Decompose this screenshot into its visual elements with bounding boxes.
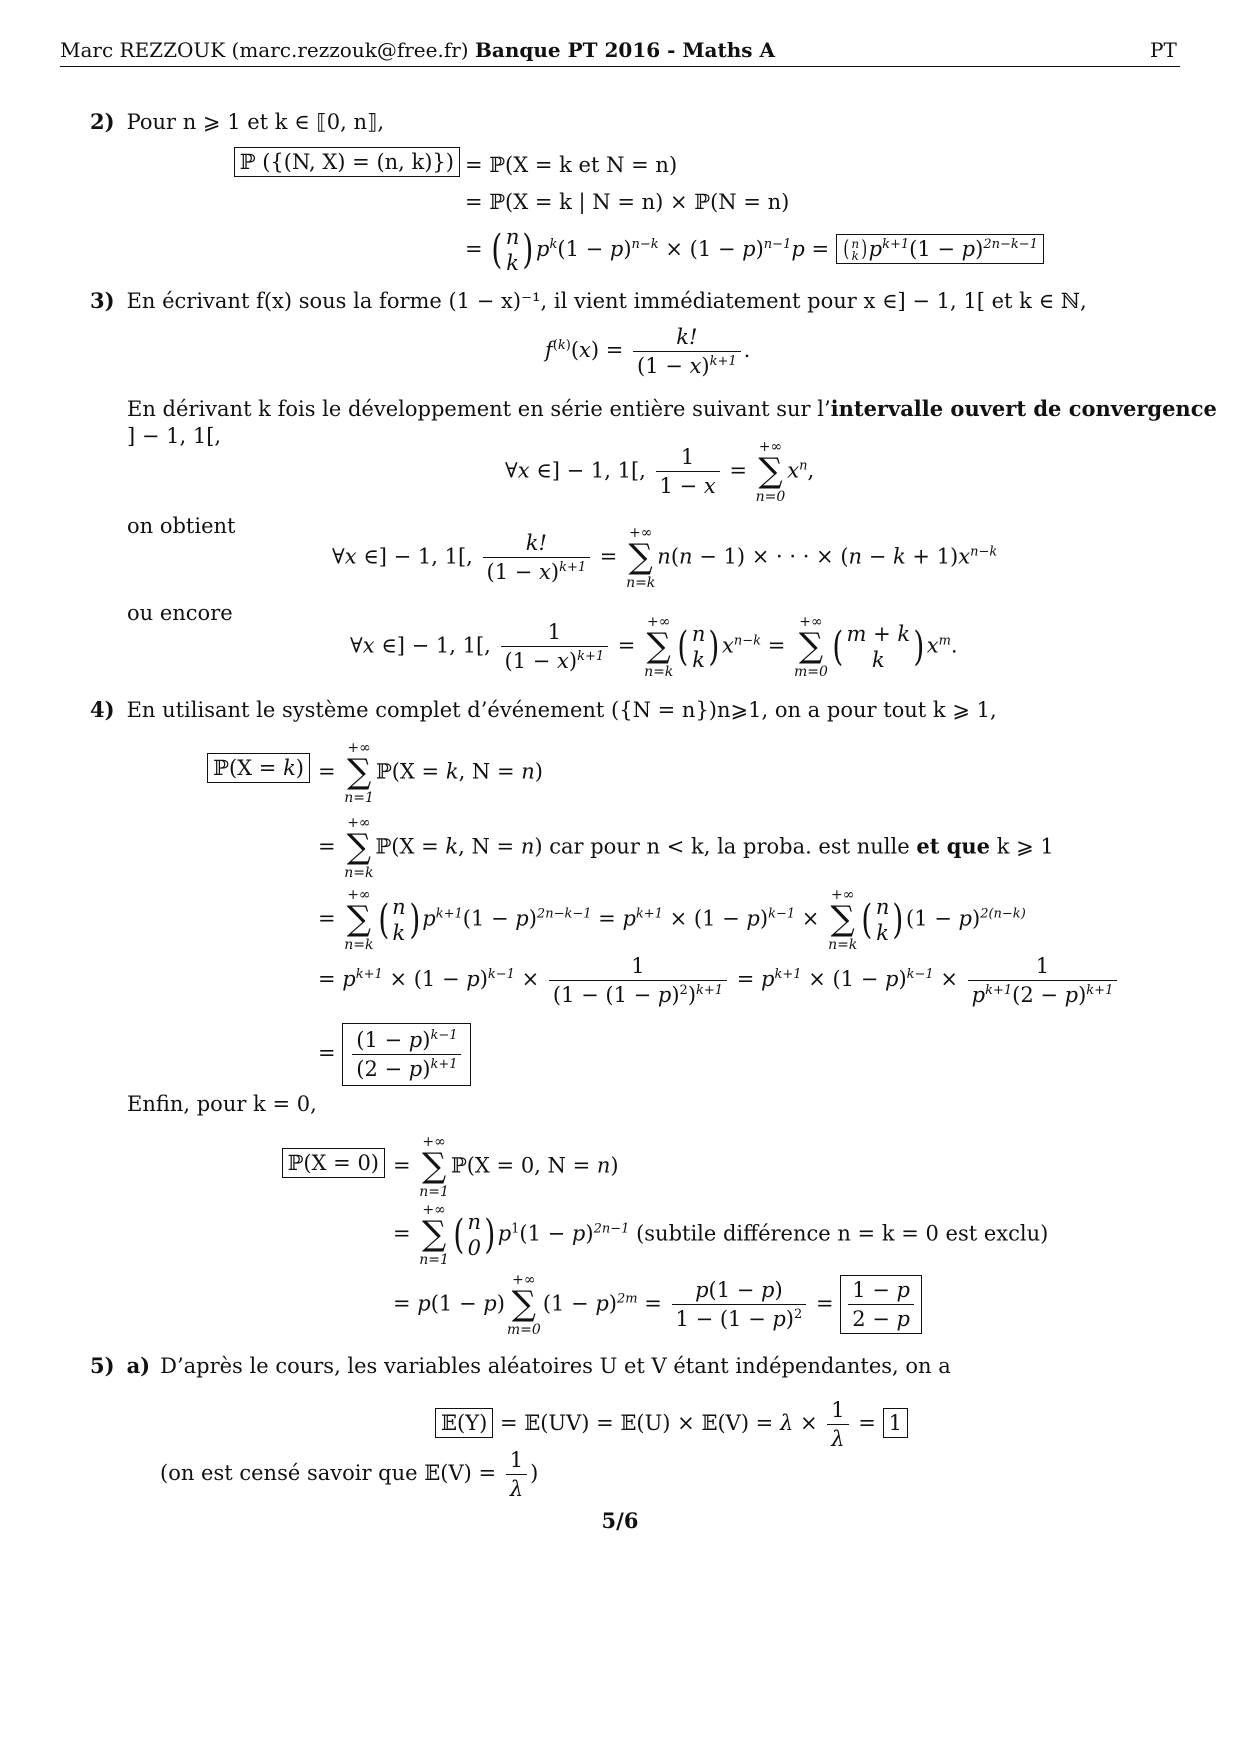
q4-k0-line2: = +∞ ∑ n=1 ( n 0 ) $p^1(1 - p)^{2n-1}$ (subtile différence n = k = 0 est exclu)	[393, 1202, 1049, 1268]
q4-k0-line1: = +∞ ∑ n=1 ℙ(X = 0, N = n)	[393, 1134, 619, 1200]
q3-geometric-series: ∀x ∈] − 1, 1[, $\frac{1}{1 - x}$ = +∞ ∑ n=0 $x^n$,	[505, 439, 815, 505]
q3-intro: 3) En écrivant f(x) sous la forme (1 − x)⁻¹, il vient immédiatement pour x ∈] − 1, 1[ et k ∈ ℕ,	[90, 288, 1087, 313]
header-rule	[60, 66, 1180, 67]
q2-number: 2)	[90, 109, 115, 134]
q2-line2: = ℙ(X = k | N = n) × ℙ(N = n)	[465, 190, 790, 214]
class-label: PT	[1150, 38, 1177, 62]
q4-k0-line3: = p(1 − p) +∞ ∑ m=0 $(1 - p)^{2m}$ = $\frac{p(1 - p)}{1 - (1 - p)^2}$ = $\frac{1 - p}{2 - p}$	[393, 1273, 922, 1337]
q2-result-box: ( n k ) $p^{k+1}(1 - p)^{2n-k-1}$	[836, 234, 1044, 264]
q2-boxed-lhs: ℙ ({(N, X) = (n, k)})	[234, 150, 460, 174]
document-title: Banque PT 2016 - Maths A	[475, 38, 776, 62]
q4-line2: = +∞ ∑ n=k ℙ(X = k, N = n) car pour n < k, la proba. est nulle et que k ⩾ 1	[318, 815, 1054, 881]
q3-on-obtient: on obtient	[127, 514, 236, 538]
q3-binomial-series: ∀x ∈] − 1, 1[, $\frac{1}{(1 - x)^{k+1}}$ = +∞ ∑ n=k ( n k ) $x^{n-k}$ = +∞ ∑ m=0 ( m + k k ) $x^m$.	[350, 614, 958, 680]
q3-number: 3)	[90, 288, 115, 313]
q2-text: Pour n ⩾ 1 et k ∈ ⟦0, n⟧,	[126, 110, 385, 134]
q3-derivation-text: En dérivant k fois le développement en série entière suivant sur l’intervalle ouvert de convergence	[127, 396, 1217, 421]
q2-intro	[90, 109, 384, 134]
q5-note: (on est censé savoir que 𝔼(V) = $\frac{1}{\lambda}$ )	[160, 1448, 539, 1502]
q4-line4: = $p^{k+1} \times (1 - p)^{k-1}$ × $\frac{1}{(1 - (1 - p)^2)^{k+1}}$ = $p^{k+1} \times (1 - p)^{k-1}$ × $\frac{1}{p^{k+1}(2 - p)^{k+1}}$	[318, 954, 1120, 1007]
q4-boxed-lhs: ℙ(X = k)	[207, 756, 310, 780]
q4-number: 4)	[90, 697, 115, 722]
q4-line5: = $\frac{(1 - p)^{k-1}}{(2 - p)^{k+1}}$	[318, 1023, 471, 1086]
q2-line1: = ℙ(X = k et N = n)	[465, 153, 678, 177]
q4-k0-result-box: $\frac{1 - p}{2 - p}$	[840, 1275, 922, 1334]
q5-number: 5)	[90, 1353, 115, 1378]
q5-part: a)	[126, 1353, 151, 1378]
page-number: 5/6	[601, 1508, 639, 1533]
q4-line3: = +∞ ∑ n=k ( n k ) $p^{k+1}(1 - p)^{2n-k-1} = p^{k+1} \times (1 - p)^{k-1}$ × +∞ ∑ n=k ( n k ) $(1 - p)^{2(n-k)}$	[318, 887, 1026, 953]
q4-intro: 4) En utilisant le système complet d’événement ({N = n})n⩾1, on a pour tout k ⩾ 1,	[90, 697, 997, 722]
q5-expectation: 𝔼(Y) = 𝔼(UV) = 𝔼(U) × 𝔼(V) = λ × $\frac{1}{\lambda}$ = 1	[435, 1398, 908, 1451]
q3-derivative-formula: $f^{(k)}(x)$ = $\frac{k!}{(1 - x)^{k+1}}$ .	[545, 325, 751, 379]
q5-intro: 5) a) D’après le cours, les variables aléatoires U et V étant indépendantes, on a	[90, 1353, 951, 1378]
author-header: Marc REZZOUK (marc.rezzouk@free.fr)	[60, 38, 469, 62]
q4-enfin: Enfin, pour k = 0,	[127, 1092, 317, 1116]
q4-line1: = +∞ ∑ n=1 ℙ(X = k, N = n)	[318, 740, 543, 806]
q4-k0-boxed-lhs: ℙ(X = 0)	[282, 1151, 385, 1175]
q3-ou-encore: ou encore	[127, 601, 233, 625]
q2-line3: = ( n k ) $p^k(1 - p)^{n-k} \times (1 - p)^{n-1}p$ = ( n k ) $p^{k+1}(1 - p)^{2n-k-1}$	[465, 224, 1044, 277]
q3-interval: ] − 1, 1[,	[127, 424, 222, 448]
q3-series-derivative: ∀x ∈] − 1, 1[, $\frac{k!}{(1 - x)^{k+1}}$ = +∞ ∑ n=k n(n − 1) × · · · × $(n - k + 1)x^{n-k}$	[332, 525, 998, 591]
q4-result-box: $\frac{(1 - p)^{k-1}}{(2 - p)^{k+1}}$	[342, 1023, 471, 1086]
